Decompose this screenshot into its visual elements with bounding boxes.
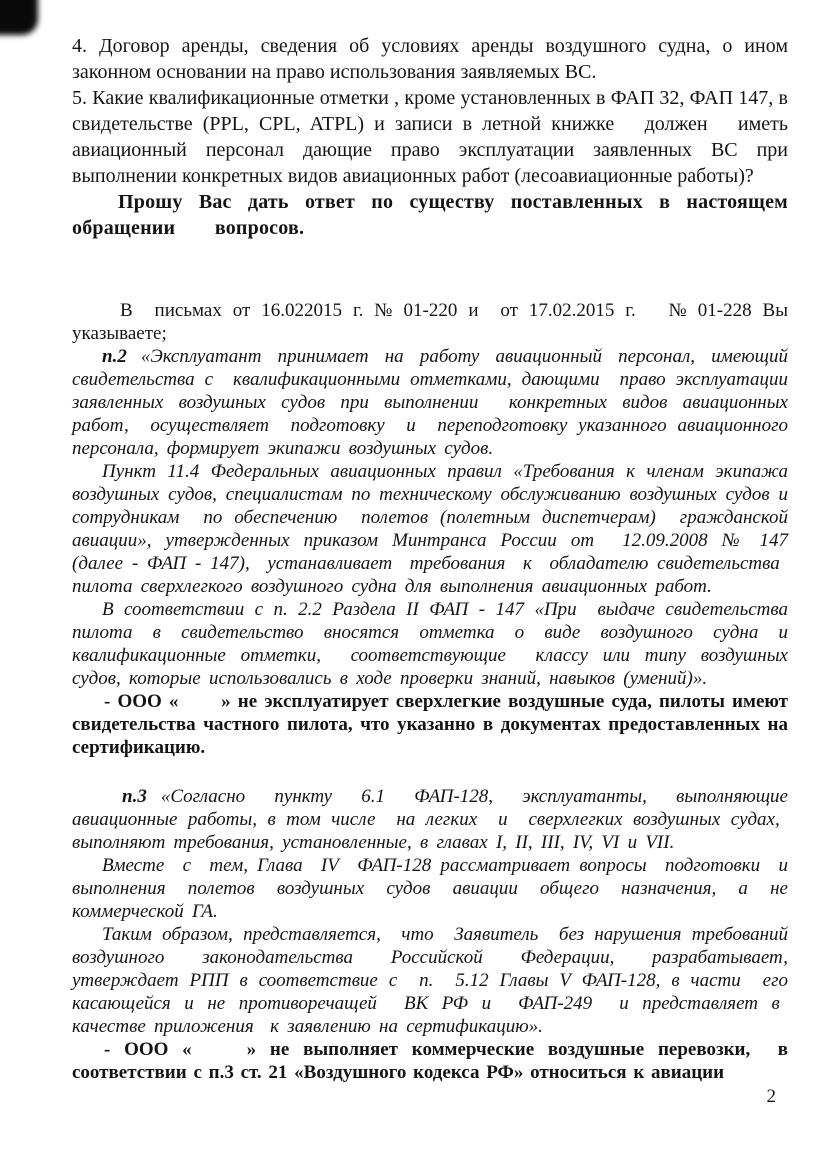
paragraph-request-answer: Прошу Вас дать ответ по существу поставленных в настоящем обращении вопросов. [72, 191, 788, 239]
paragraph-question-4: 4. Договор аренды, сведения об условиях аренды воздушного судна, о ином законном основании на право использования заявляемых ВС. [72, 35, 788, 83]
paragraph-p2-quote [72, 345, 788, 460]
paragraph-p2-label: п.2 [102, 346, 127, 367]
paragraph-p3-quote [72, 785, 788, 854]
page-number: 2 [766, 1086, 776, 1107]
paragraph-ooo-superlight-note: - ООО « » не эксплуатирует сверхлегкие воздушные суда, пилоты имеют свидетельства частного пилота, что указанно в документах предоставленных на сертификацию. [72, 691, 788, 758]
paragraph-sootvetstvii-fap147: В соответствии с п. 2.2 Раздела II ФАП - 147 «При выдаче свидетельства пилота в свидетельство вносятся отметка о виде воздушного судна и квалификационные отметки, соответствующие классу или типу воздушных судов, которые использовались в ходе проверки знаний, навыков (умений)». [72, 599, 788, 689]
scan-artifact-corner [0, 0, 38, 35]
citations-section [72, 299, 788, 1084]
paragraph-p3-label: п.3 [122, 786, 147, 807]
paragraph-question-5: 5. Какие квалификационные отметки , кроме установленных в ФАП 32, ФАП 147, в свидетельстве (PPL, CPL, ATPL) и записи в летной книжке должен иметь авиационный персонал дающие право эксплуатации заявленных ВС при выполнении конкретных видов авиационных работ (лесоавиационные работы)? [72, 87, 788, 187]
paragraph-letters-intro: В письмах от 16.022015 г. № 01-220 и от 17.02.2015 г. № 01-228 Вы указываете; [72, 300, 788, 344]
paragraph-ooo-commercial-note: - ООО « » не выполняет коммерческие воздушные перевозки, в соответствии с п.3 ст. 21 «Воздушного кодекса РФ» относиться к авиации [72, 1039, 788, 1083]
paragraph-vmeste-s-tem: Вместе с тем, Глава IV ФАП-128 рассматривает вопросы подготовки и выполнения полетов воздушных судов авиации общего назначения, а не коммерческой ГА. [72, 855, 788, 922]
document-content [72, 33, 788, 1084]
paragraph-takim-obrazom: Таким образом, представляется, что Заявитель без нарушения требований воздушного законодательства Российской Федерации, разрабатывает, утверждает РПП в соответствие с п. 5.12 Главы V ФАП-128, в части его касающейся и не противоречащей ВК РФ и ФАП-249 и представляет в качестве приложения к заявлению на сертификацию». [72, 924, 788, 1037]
questions-section [72, 33, 788, 241]
paragraph-punkt-11-4: Пункт 11.4 Федеральных авиационных правил «Требования к членам экипажа воздушных судов, специалистам по техническому обслуживанию воздушных судов и сотрудникам по обеспечению полетов (полетным диспетчерам) гражданской авиации», утвержденных приказом Минтранса России от 12.09.2008 № 147 (далее - ФАП - 147), устанавливает требования к обладателю свидетельства пилота сверхлегкого воздушного судна для выполнения авиационных работ. [72, 461, 788, 597]
paragraph-p2-text: «Эксплуатант принимает на работу авиационный персонал, имеющий свидетельства с квалификационными отметками, дающими право эксплуатации заявленных воздушных судов при выполнении конкретных видов авиационных работ, осуществляет подготовку и переподготовку указанного авиационного персонала, формирует экипажи воздушных судов. [72, 346, 788, 459]
paragraph-p3-text: «Согласно пункту 6.1 ФАП-128, эксплуатанты, выполняющие авиационные работы, в том числе на легких и сверхлегких воздушных судах, выполняют требования, установленные, в главах I, II, III, IV, VI и VII. [72, 786, 788, 853]
